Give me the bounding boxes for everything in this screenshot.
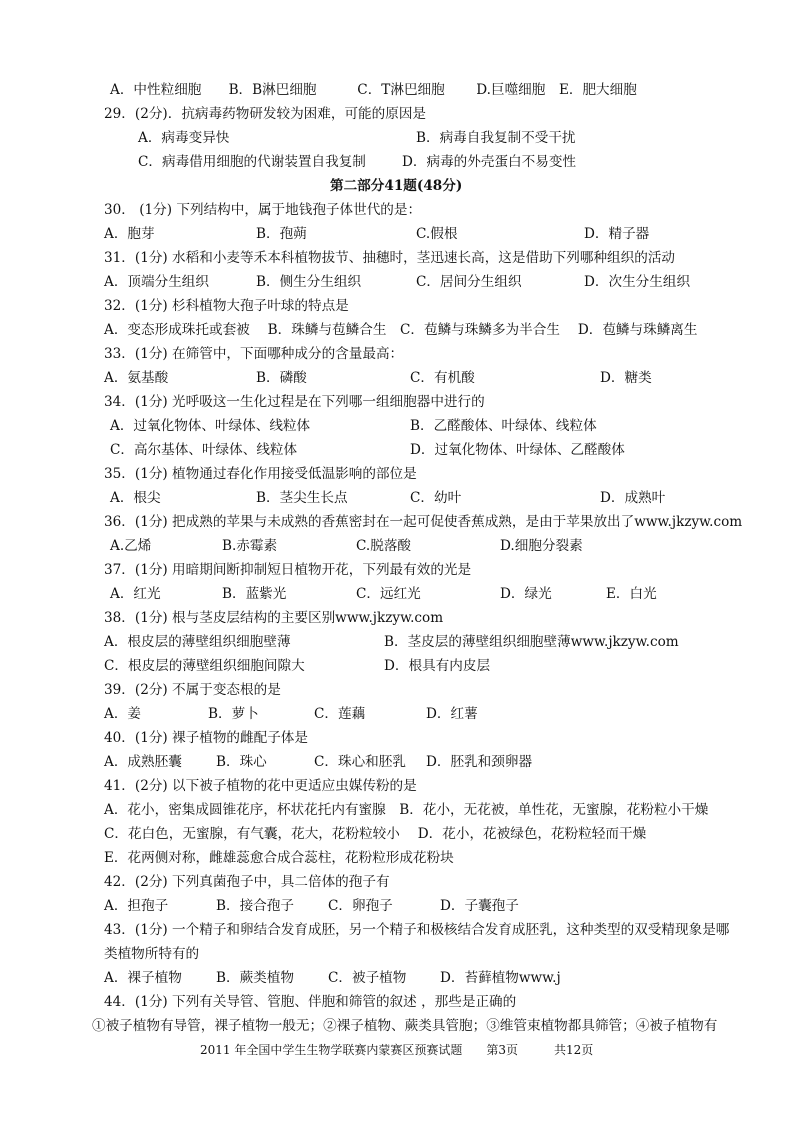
q42-option-d: D．子囊孢子 (440, 898, 519, 914)
q38-option-d: D．根具有内皮层 (384, 658, 491, 674)
q39-option-c: C．莲藕 (314, 706, 366, 722)
q28-options: A．中性粒细胞 B．B淋巴细胞 C．T淋巴细胞 D.巨噬细胞 E．肥大细胞 (110, 82, 637, 98)
q38-option-b: B．茎皮层的薄壁组织细胞壁薄www.jkzyw.com (384, 634, 679, 650)
q41-options-cd: C．花白色，无蜜腺，有气囊，花大，花粉粒较小 D．花小，花被绿色，花粉粒轻而干燥 (104, 826, 647, 842)
q33-option-a: A．氨基酸 (104, 370, 169, 386)
q29-option-a: A．病毒变异快 (138, 130, 230, 146)
q33-stem: 33．(1分) 在筛管中，下面哪种成分的含量最高： (104, 346, 404, 362)
q36-stem: 36．(1分) 把成熟的苹果与未成熟的香蕉密封在一起可促使香蕉成熟，是由于苹果放出了www.jkzyw.com (104, 514, 743, 530)
q37-option-a: A．红光 (110, 586, 161, 602)
q35-stem: 35．(1分) 植物通过春化作用接受低温影响的部位是 (104, 466, 417, 482)
q39-option-a: A．姜 (104, 706, 142, 722)
q40-option-c: C．珠心和胚乳 (314, 754, 406, 770)
q30-option-c: C.假根 (416, 226, 458, 242)
q38-option-a: A．根皮层的薄壁组织细胞壁薄 (104, 634, 291, 650)
q42-stem: 42．(2分) 下列真菌孢子中，具二倍体的孢子有 (104, 874, 390, 890)
q29-option-c: C．病毒借用细胞的代谢装置自我复制 (138, 154, 366, 170)
q30-option-a: A．胞芽 (104, 226, 155, 242)
q39-option-d: D．红薯 (426, 706, 478, 722)
q41-option-e: E．花两侧对称，雌雄蕊愈合成合蕊柱，花粉粒形成花粉块 (104, 850, 454, 866)
q31-option-b: B．侧生分生组织 (256, 274, 362, 290)
q37-option-d: D．绿光 (500, 586, 552, 602)
q38-option-c: C．根皮层的薄壁组织细胞间隙大 (104, 658, 305, 674)
q43-option-b: B．蕨类植物 (216, 970, 294, 986)
q40-stem: 40．(1分) 裸子植物的雌配子体是 (104, 730, 308, 746)
q37-option-c: C．远红光 (356, 586, 421, 602)
q30-option-b: B．孢蒴 (256, 226, 307, 242)
q36-option-a: A.乙烯 (110, 538, 152, 554)
q32-options: A．变态形成珠托或套被 B．珠鳞与苞鳞合生 C．苞鳞与珠鳞多为半合生 D．苞鳞与珠鳞离生 (104, 322, 698, 338)
q35-option-b: B．茎尖生长点 (256, 490, 348, 506)
q41-options-ab: A．花小，密集成圆锥花序，杯状花托内有蜜腺 B．花小，无花被，单性花，无蜜腺，花粉粒小干燥 (104, 802, 709, 818)
q43-option-d: D．苔藓植物www.j (440, 970, 561, 986)
q34-option-c: C．高尔基体、叶绿体、线粒体 (110, 442, 298, 458)
q29-stem: 29．(2分)．抗病毒药物研发较为困难，可能的原因是 (104, 106, 427, 122)
q29-option-d: D．病毒的外壳蛋白不易变性 (402, 154, 577, 170)
q43-stem-continued: 类植物所特有的 (104, 946, 200, 962)
q40-option-b: B．珠心 (216, 754, 267, 770)
q36-option-d: D.细胞分裂素 (500, 538, 583, 554)
q42-option-b: B．接合孢子 (216, 898, 294, 914)
q43-option-a: A．裸子植物 (104, 970, 182, 986)
q35-option-c: C．幼叶 (410, 490, 462, 506)
q30-option-d: D．精子器 (584, 226, 650, 242)
q36-option-c: C.脱落酸 (356, 538, 412, 554)
q40-option-d: D．胚乳和颈卵器 (426, 754, 533, 770)
q38-stem: 38．(1分) 根与茎皮层结构的主要区别www.jkzyw.com (104, 610, 444, 626)
q31-option-d: D．次生分生组织 (584, 274, 691, 290)
q33-option-d: D．糖类 (600, 370, 652, 386)
q44-stem: 44．(1分) 下列有关导管、管胞、伴胞和筛管的叙述 ，那些是正确的 (104, 994, 517, 1010)
q42-option-a: A．担孢子 (104, 898, 169, 914)
section-heading: 第二部分41题(48分) (330, 178, 463, 194)
q41-stem: 41．(2分) 以下被子植物的花中更适应虫媒传粉的是 (104, 778, 417, 794)
q43-stem: 43．(1分) 一个精子和卵结合发育成胚，另一个精子和极核结合发育成胚乳，这种类型的双受精现象是哪 (104, 922, 730, 938)
q34-stem: 34．(1分) 光呼吸这一生化过程是在下列哪一组细胞器中进行的 (104, 394, 485, 410)
q32-stem: 32．(1分) 杉科植物大孢子叶球的特点是 (104, 298, 349, 314)
q35-option-a: A．根尖 (110, 490, 161, 506)
q34-option-b: B．乙醛酸体、叶绿体、线粒体 (410, 418, 597, 434)
q33-option-b: B．磷酸 (256, 370, 307, 386)
q31-stem: 31．(1分) 水稻和小麦等禾本科植物拔节、抽穗时，茎迅速长高，这是借助下列哪种组织的活动 (104, 250, 676, 266)
q31-option-c: C．居间分生组织 (416, 274, 522, 290)
q31-option-a: A．顶端分生组织 (104, 274, 209, 290)
q33-option-c: C．有机酸 (410, 370, 475, 386)
q40-option-a: A．成熟胚囊 (104, 754, 182, 770)
page-footer: 2011 年全国中学生生物学联赛内蒙赛区预赛试题 第3页 共12页 (200, 1043, 594, 1057)
q42-option-c: C．卵孢子 (328, 898, 393, 914)
q29-option-b: B．病毒自我复制不受干扰 (416, 130, 576, 146)
q39-option-b: B．萝卜 (208, 706, 259, 722)
q39-stem: 39．(2分) 不属于变态根的是 (104, 682, 281, 698)
q35-option-d: D．成熟叶 (600, 490, 666, 506)
q30-stem: 30． (1分) 下列结构中，属于地钱孢子体世代的是： (104, 202, 422, 218)
q36-option-b: B.赤霉素 (222, 538, 278, 554)
q44-statements: ①被子植物有导管，裸子植物一般无；②裸子植物、蕨类具管胞；③维管束植物都具筛管；④被子植物有 (92, 1018, 718, 1034)
q34-option-d: D．过氧化物体、叶绿体、乙醛酸体 (410, 442, 625, 458)
q34-option-a: A．过氧化物体、叶绿体、线粒体 (110, 418, 311, 434)
q37-option-b: B．蓝紫光 (222, 586, 287, 602)
q37-option-e: E．白光 (606, 586, 657, 602)
q37-stem: 37．(1分) 用暗期间断抑制短日植物开花，下列最有效的光是 (104, 562, 472, 578)
q43-option-c: C．被子植物 (328, 970, 407, 986)
